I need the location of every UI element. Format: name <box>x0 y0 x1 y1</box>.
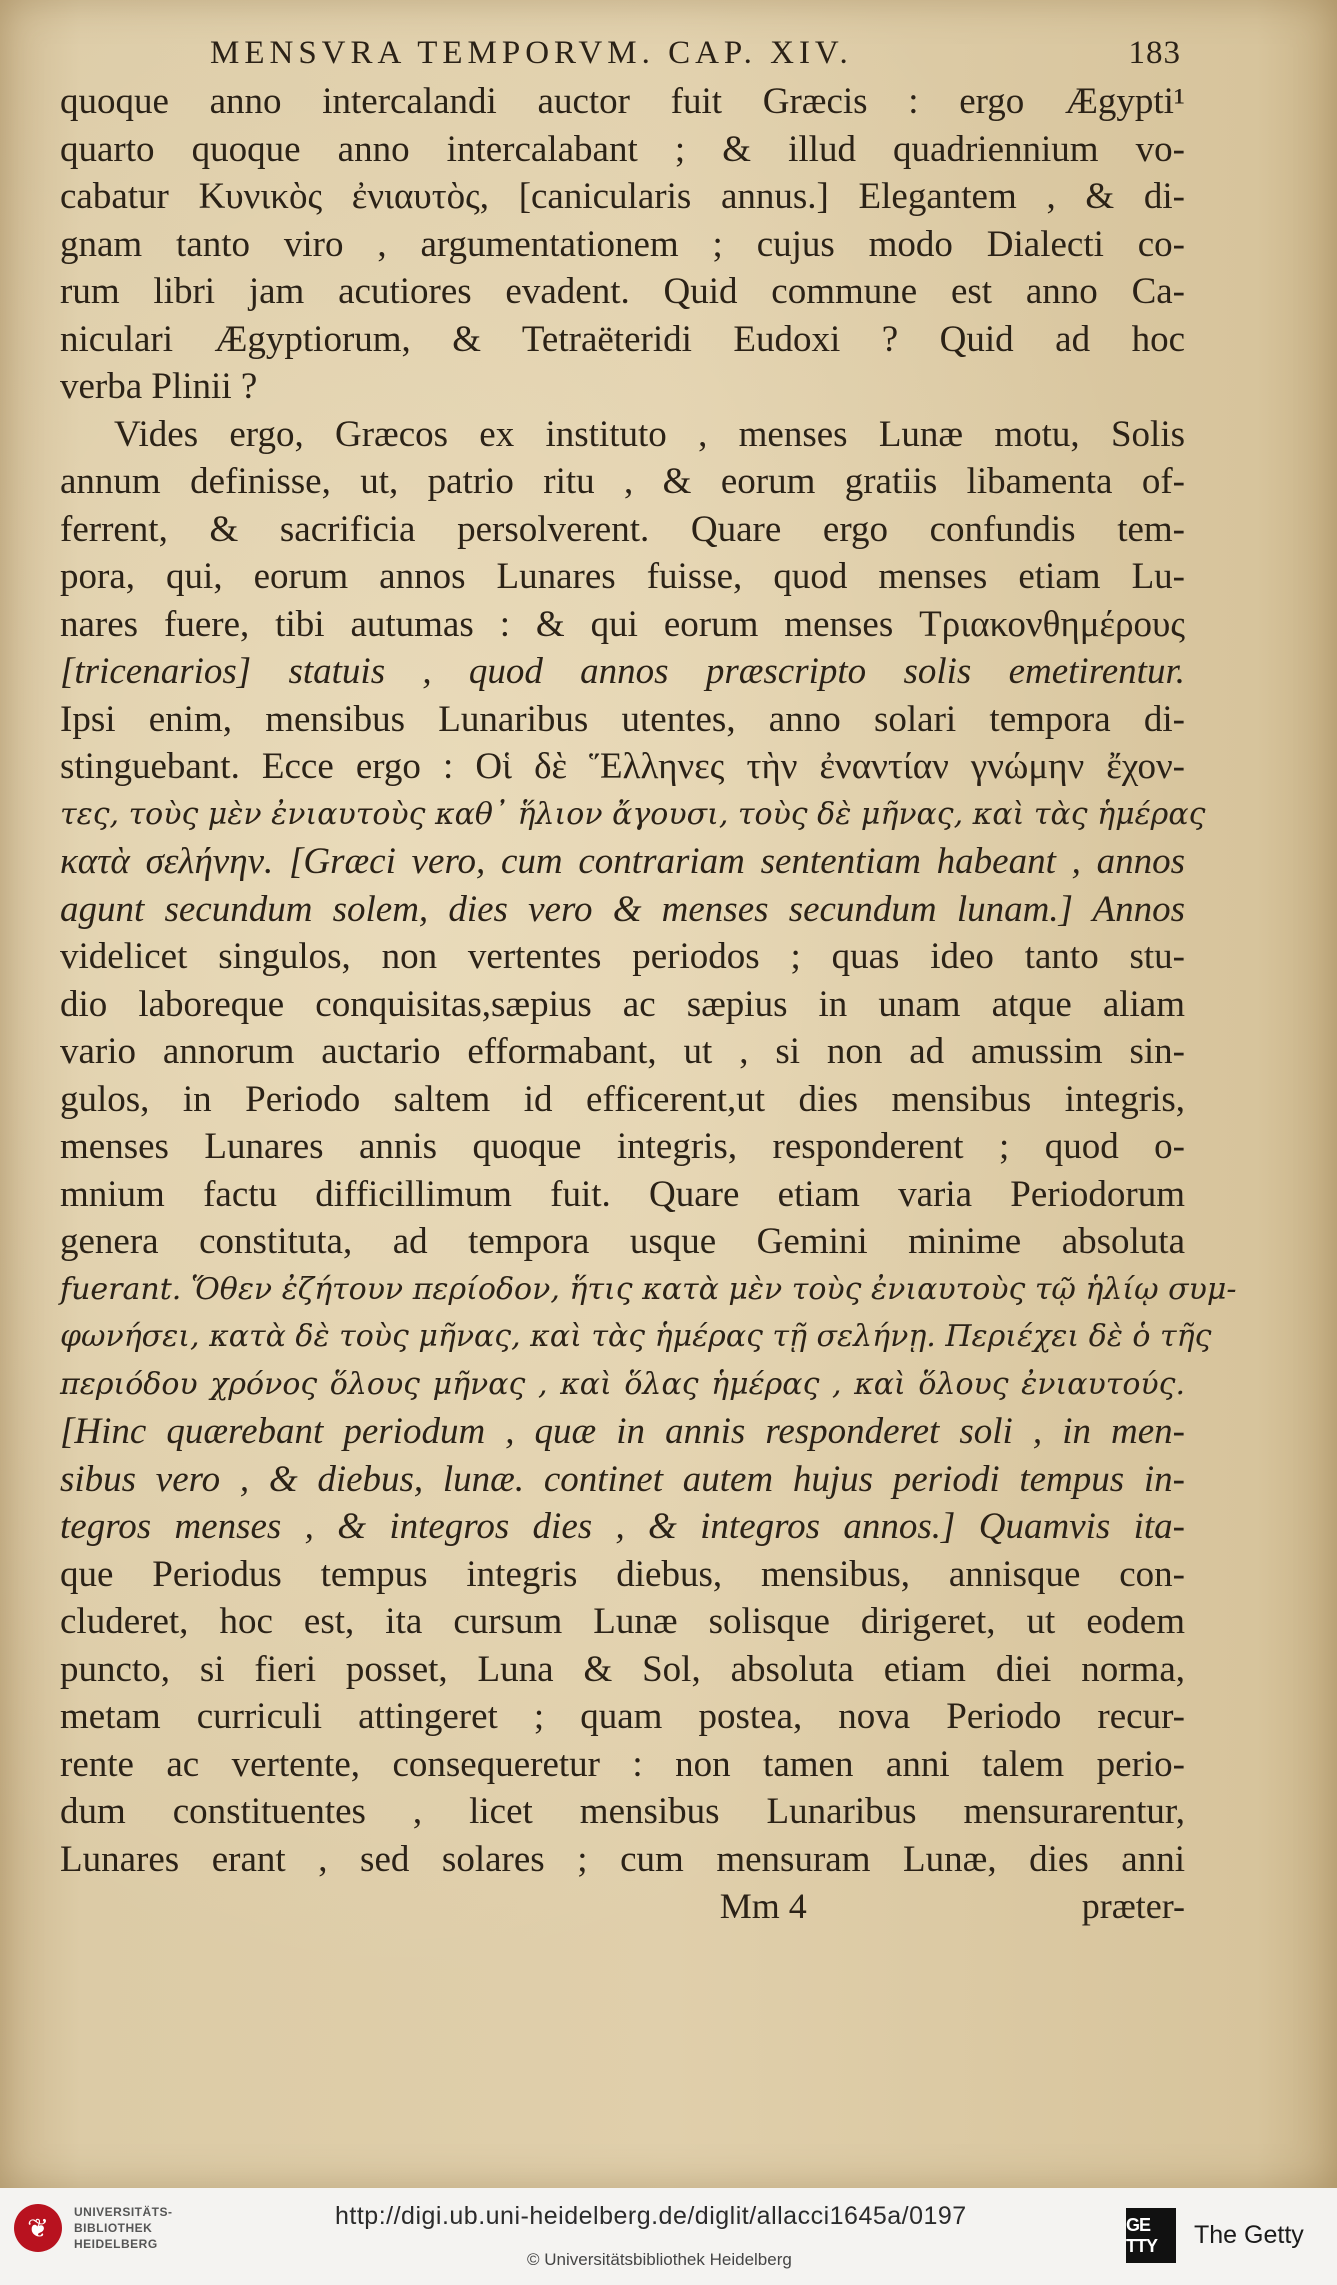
running-head <box>60 30 1185 78</box>
greek-line: τες, τοὺς μὲν ἐνιαυτοὺς καθ᾽ ἥλιον ἄγουσι, τοὺς δὲ μῆνας, καὶ τὰς ἡμέρας <box>60 796 1206 832</box>
copyright-notice: © Universitätsbibliothek Heidelberg <box>527 2250 792 2269</box>
text-line: cluderet, hoc est, ita cursum Lunæ solisque dirigeret, ut eodem <box>60 1601 1185 1642</box>
text-line: nares fuere, tibi autumas : & qui eorum menses Τριακονθημέρους <box>60 603 1185 645</box>
text-line: genera constituta, ad tempora usque Gemini minime absoluta <box>60 1221 1185 1262</box>
library-logo[interactable] <box>14 2204 173 2252</box>
greek-line: φωνήσει, κατὰ δὲ τοὺς μῆνας, καὶ τὰς ἡμέρας τῇ σελήνῃ. Περιέχει δὲ ὁ τῆς <box>60 1319 1212 1354</box>
text-line: quoque anno intercalandi auctor fuit Græcis : ergo Ægypti¹ <box>60 81 1185 122</box>
text-line: dio laboreque conquisitas,sæpius ac sæpius in unam atque aliam <box>60 983 1185 1025</box>
text-line: niculari Ægyptiorum, & Tetraëteridi Eudoxi ? Quid ad hoc <box>60 318 1185 360</box>
greek-line: περιόδου χρόνος ὅλους μῆνας , καὶ ὅλας ἡμέρας , καὶ ὅλους ἐνιαυτούς. <box>60 1366 1185 1402</box>
signature-mark: Mm 4 <box>719 1886 807 1926</box>
text-line: tegros menses , & integros dies , & integros annos.] Quamvis ita- <box>60 1506 1185 1547</box>
text-line: menses Lunares annis quoque integris, responderent ; quod o- <box>60 1126 1185 1167</box>
catchword: præter- <box>1081 1886 1185 1926</box>
text-line: Lunares erant , sed solares ; cum mensuram Lunæ, dies anni <box>60 1838 1185 1880</box>
library-seal-icon: ❦ <box>14 2204 62 2252</box>
text-line: gnam tanto viro , argumentationem ; cujus modo Dialecti co- <box>60 223 1185 265</box>
text-line: que Periodus tempus integris diebus, mensibus, annisque con- <box>60 1553 1185 1595</box>
viewer-footer <box>0 2188 1337 2285</box>
text-line: verba Plinii ? <box>60 366 258 407</box>
text-line: ferrent, & sacrificia persolverent. Quare ergo confundis tem- <box>60 508 1185 550</box>
getty-mark-icon: GE TTY <box>1126 2208 1176 2263</box>
text-line: dum constituentes , licet mensibus Lunaribus mensurarentur, <box>60 1791 1185 1832</box>
text-line: mnium factu difficillimum fuit. Quare etiam varia Periodorum <box>60 1173 1185 1215</box>
text-line: pora, qui, eorum annos Lunares fuisse, quod menses etiam Lu- <box>60 556 1185 597</box>
text-line: metam curriculi attingeret ; quam postea, nova Periodo recur- <box>60 1696 1185 1737</box>
text-line: stinguebant. Ecce ergo : Οἱ δὲ Ἕλληνες τὴν ἐναντίαν γνώμην ἔχον- <box>60 746 1185 787</box>
text-line: Ipsi enim, mensibus Lunaribus utentes, anno solari tempora di- <box>60 698 1185 740</box>
text-line: κατὰ σελήνην. [Græci vero, cum contrariam sententiam habeant , annos <box>60 841 1185 882</box>
getty-label: The Getty <box>1194 2221 1304 2249</box>
greek-line: fuerant. Ὅθεν ἐζήτουν περίοδον, ἥτις κατὰ μὲν τοὺς ἐνιαυτοὺς τῷ ἡλίῳ συμ- <box>60 1271 1237 1307</box>
text-line: [tricenarios] statuis , quod annos præscripto solis emetirentur. <box>60 651 1185 692</box>
text-line: rum libri jam acutiores evadent. Quid commune est anno Ca- <box>60 271 1185 312</box>
library-logo-text: UNIVERSITÄTS- BIBLIOTHEK HEIDELBERG <box>74 2205 173 2251</box>
getty-logo[interactable] <box>1126 2208 1304 2263</box>
paragraph-start: Vides ergo, Græcos ex instituto , menses Lunæ motu, Solis <box>114 413 1185 455</box>
page-text <box>60 30 1237 1931</box>
text-line: [Hinc quærebant periodum , quæ in annis responderet soli , in men- <box>60 1411 1185 1452</box>
text-line: vario annorum auctario efformabant, ut , si non ad amussim sin- <box>60 1031 1185 1072</box>
text-line: sibus vero , & diebus, lunæ. continet autem hujus periodi tempus in- <box>60 1458 1185 1500</box>
text-line: videlicet singulos, non vertentes periodos ; quas ideo tanto stu- <box>60 936 1185 977</box>
text-line: rente ac vertente, consequeretur : non tamen anni talem perio- <box>60 1743 1185 1785</box>
text-line: annum definisse, ut, patrio ritu , & eorum gratiis libamenta of- <box>60 461 1185 502</box>
running-title: MENSVRA TEMPORVM. CAP. XIV. <box>210 35 853 71</box>
page-number: 183 <box>1128 35 1181 71</box>
text-line: gulos, in Periodo saltem id efficerent,ut dies mensibus integris, <box>60 1078 1185 1120</box>
text-line: agunt secundum solem, dies vero & menses secundum lunam.] Annos <box>60 888 1185 930</box>
permalink[interactable]: http://digi.ub.uni-heidelberg.de/diglit/allacci1645a/0197 <box>335 2202 967 2230</box>
text-line: quarto quoque anno intercalabant ; & illud quadriennium vo- <box>60 128 1185 170</box>
text-line: cabatur Κυνικὸς ἐνιαυτὸς, [canicularis annus.] Elegantem , & di- <box>60 176 1185 217</box>
text-line: puncto, si fieri posset, Luna & Sol, absoluta etiam diei norma, <box>60 1648 1185 1690</box>
signature-line <box>60 1883 1185 1931</box>
